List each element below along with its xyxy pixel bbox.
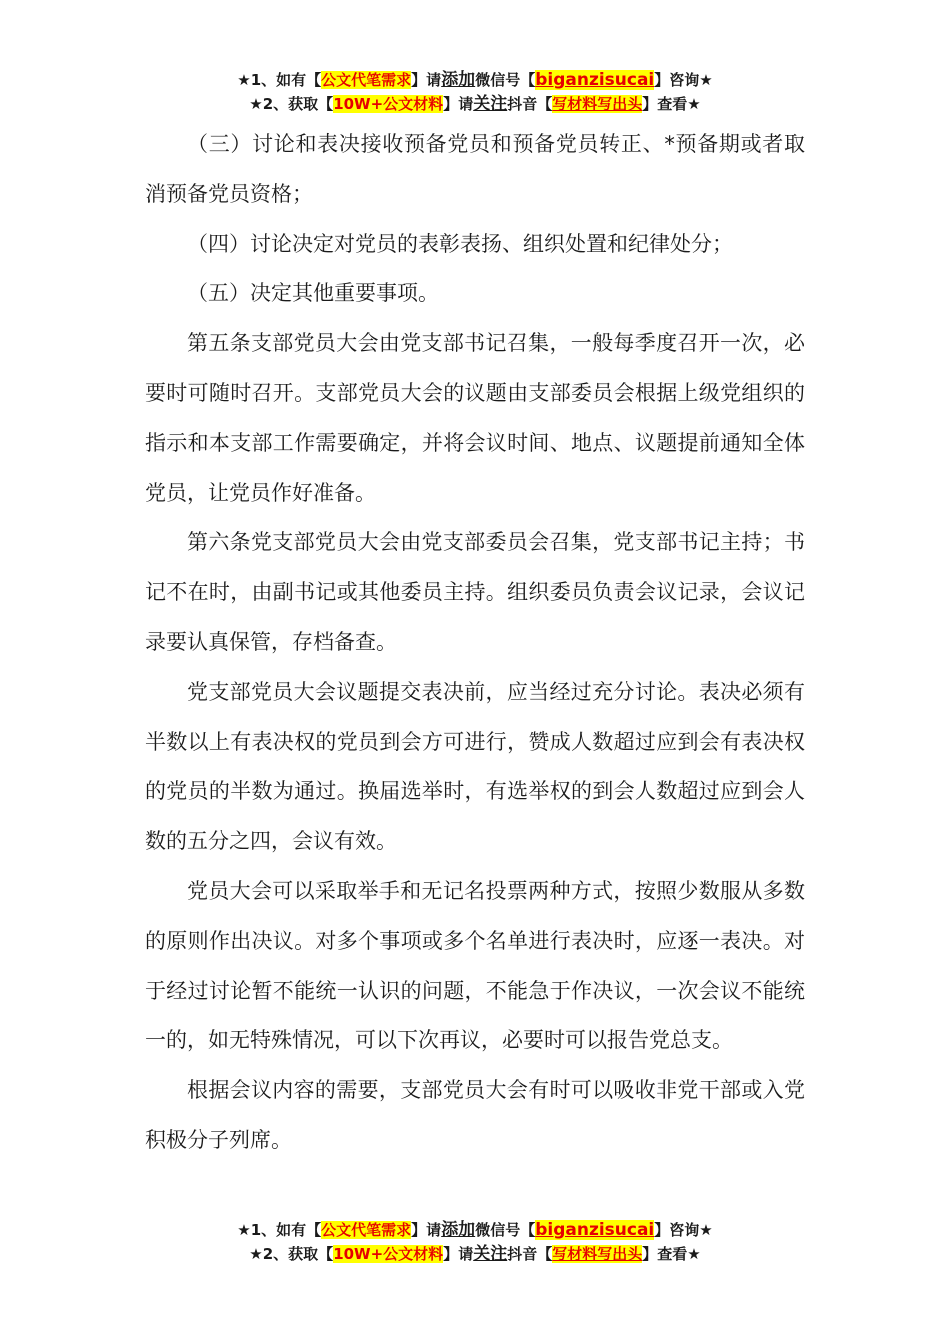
star-icon: ★ [249,95,263,113]
paragraph: 党员大会可以采取举手和无记名投票两种方式，按照少数服从多数的原则作出决议。对多个事项或多个名单进行表决时，应逐一表决。对于经过讨论暂不能统一认识的问题，不能急于作决议，一次会议不能统一的，如无特殊情况，可以下次再议，必要时可以报告党总支。 [145,878,805,1053]
paragraph: 根据会议内容的需要，支部党员大会有时可以吸收非党干部或入党积极分子列席。 [145,1078,805,1152]
banner-line-2: ★2、获取【10W+公文材料】请关注抖音【写材料写出头】查看★ [249,94,701,114]
paragraph: （三）讨论和表决接收预备党员和预备党员转正、*预备期或者取消预备党员资格； [145,132,805,206]
banner-line-1: ★1、如有【公文代笔需求】请添加微信号【biganzisucai】咨询★ [237,1220,713,1240]
paragraph: （四）讨论决定对党员的表彰表扬、组织处置和纪律处分； [187,231,733,256]
highlight-wechat-id: biganzisucai [535,70,655,90]
banner-line-2: ★2、获取【10W+公文材料】请关注抖音【写材料写出头】查看★ [249,1244,701,1264]
paragraph: 党支部党员大会议题提交表决前，应当经过充分讨论。表决必须有半数以上有表决权的党员到会方可进行，赞成人数超过应到会有表决权的党员的半数为通过。换届选举时，有选举权的到会人数超过应到会人数的五分之四，会议有效。 [145,679,805,854]
document-body [145,120,805,1166]
header-banner [0,68,950,116]
highlight-wechat-id: biganzisucai [535,1220,655,1240]
highlight-materials: 10W+公文材料 [333,95,444,113]
highlight-service: 公文代笔需求 [321,71,412,89]
highlight-douyin: 写材料写出头 [552,1245,643,1263]
star-icon: ★ [237,1221,251,1239]
highlight-service: 公文代笔需求 [321,1221,412,1239]
banner-line-1: ★1、如有【公文代笔需求】请添加微信号【biganzisucai】咨询★ [237,70,713,90]
star-icon: ★ [237,71,251,89]
paragraph: 第六条党支部党员大会由党支部委员会召集，党支部书记主持；书记不在时，由副书记或其他委员主持。组织委员负责会议记录，会议记录要认真保管，存档备查。 [145,530,805,654]
paragraph: 第五条支部党员大会由党支部书记召集，一般每季度召开一次，必要时可随时召开。支部党员大会的议题由支部委员会根据上级党组织的指示和本支部工作需要确定，并将会议时间、地点、议题提前通知全体党员，让党员作好准备。 [145,331,805,505]
star-icon: ★ [249,1245,263,1263]
highlight-materials: 10W+公文材料 [333,1245,444,1263]
footer-banner [0,1218,950,1266]
highlight-douyin: 写材料写出头 [552,95,643,113]
paragraph: （五）决定其他重要事项。 [187,281,439,306]
